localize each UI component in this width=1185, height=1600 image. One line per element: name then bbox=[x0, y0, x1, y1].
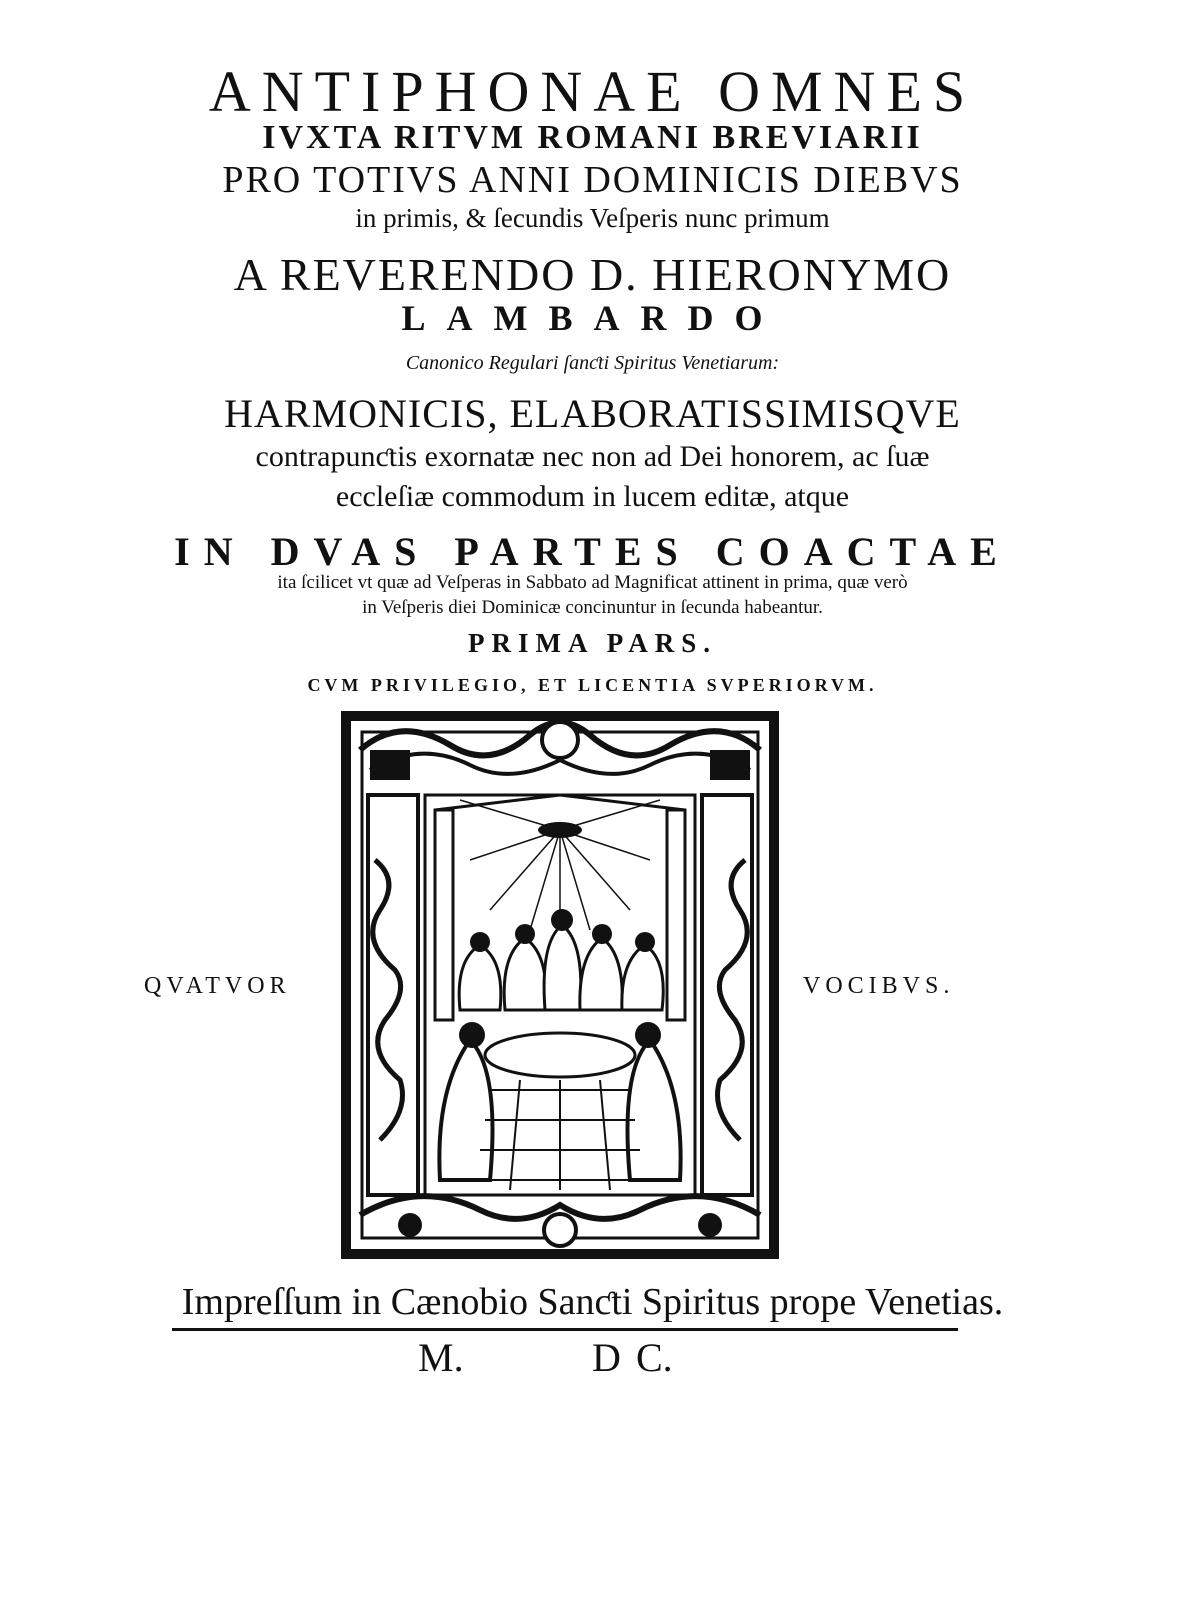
title-line-in-duas-partes: IN DVAS PARTES COACTAE bbox=[174, 529, 1011, 574]
title-line-iuxta-ritum: IVXTA RITVM ROMANI BREVIARII bbox=[262, 119, 923, 156]
title-line-pro-totius: PRO TOTIVS ANNI DOMINICIS DIEBVS bbox=[222, 159, 963, 201]
title-line-contrapunctis: contrapunƈtis exornatæ nec non ad Dei honorem, ac ſuæ bbox=[255, 440, 930, 473]
description-line-1: ita ſcilicet vt quæ ad Veſperas in Sabbato ad Magnificat attinent in prima, quæ verò bbox=[277, 572, 908, 593]
title-line-in-primis: in primis, & ſecundis Veſperis nunc primum bbox=[355, 203, 830, 233]
date-d: D bbox=[592, 1335, 621, 1380]
title-line-ecclesiae: eccleſiæ commodum in lucem editæ, atque bbox=[335, 480, 850, 513]
privilege-line: CVM PRIVILEGIO, ET LICENTIA SVPERIORVM. bbox=[307, 675, 878, 695]
date-m: M. bbox=[418, 1335, 464, 1380]
voices-label-left: QVATVOR bbox=[144, 973, 291, 999]
description-line-2: in Veſperis diei Dominicæ concinuntur in ſecunda habeantur. bbox=[362, 597, 823, 618]
author-line-reverendo: A REVERENDO D. HIERONYMO bbox=[233, 249, 952, 300]
imprint-line: Impreſſum in Cænobio Sanƈti Spiritus prope Venetias. bbox=[181, 1281, 1004, 1323]
pentecost-woodcut-image bbox=[340, 710, 780, 1260]
title-line-harmonicis: HARMONICIS, ELABORATISSIMISQVE bbox=[224, 391, 961, 436]
part-label: PRIMA PARS. bbox=[468, 628, 717, 658]
title-line-antiphonae: ANTIPHONAE OMNES bbox=[208, 59, 977, 124]
divider-rule bbox=[172, 1328, 958, 1331]
voices-label-right: VOCIBVS. bbox=[803, 973, 955, 999]
author-surname: LAMBARDO bbox=[401, 298, 784, 338]
author-affiliation: Canonico Regulari ſanƈti Spiritus Venetiarum: bbox=[405, 352, 780, 374]
date-c: C. bbox=[636, 1335, 673, 1380]
publication-date bbox=[0, 1334, 1185, 1384]
